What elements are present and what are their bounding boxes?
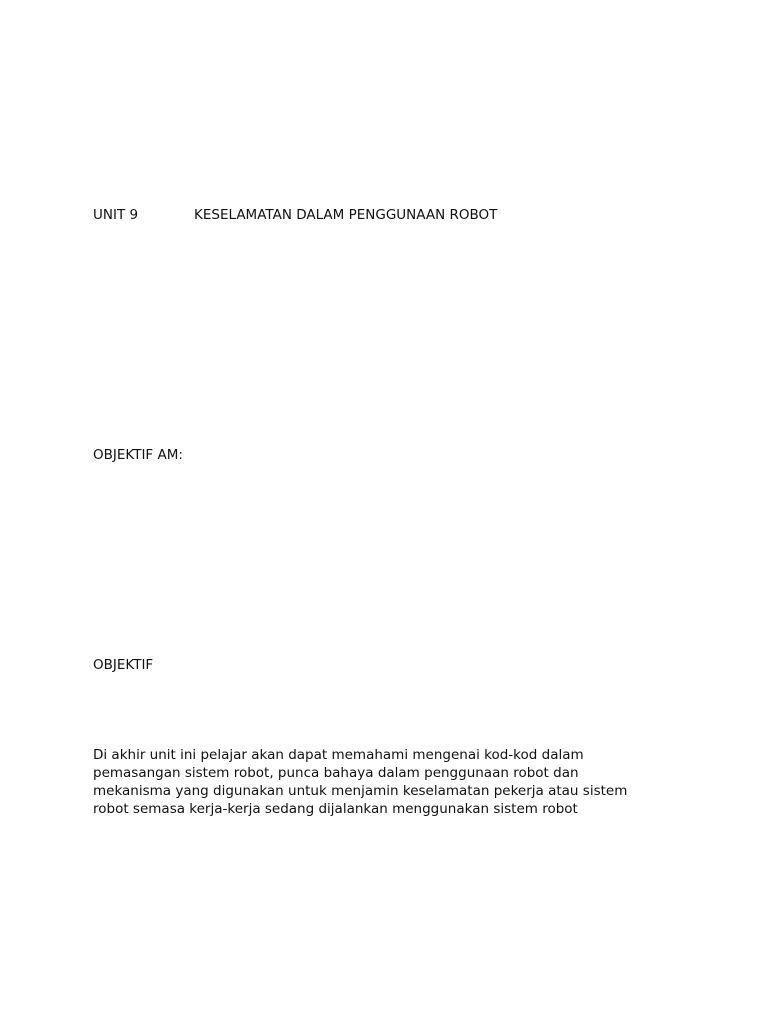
unit-number: UNIT 9 bbox=[93, 207, 139, 223]
specific-objective-label: OBJEKTIF bbox=[93, 657, 154, 673]
unit-title: KESELAMATAN DALAM PENGGUNAAN ROBOT bbox=[194, 207, 498, 223]
paragraph-line: robot semasa kerja-kerja sedang dijalankan menggunakan sistem robot bbox=[93, 801, 578, 817]
general-objective-label: OBJEKTIF AM: bbox=[93, 447, 183, 463]
paragraph-line: pemasangan sistem robot, punca bahaya dalam penggunaan robot dan bbox=[93, 765, 579, 781]
paragraph-line: mekanisma yang digunakan untuk menjamin keselamatan pekerja atau sistem bbox=[93, 783, 628, 799]
paragraph-line: Di akhir unit ini pelajar akan dapat memahami mengenai kod-kod dalam bbox=[93, 747, 584, 763]
objective-paragraph bbox=[93, 746, 693, 818]
